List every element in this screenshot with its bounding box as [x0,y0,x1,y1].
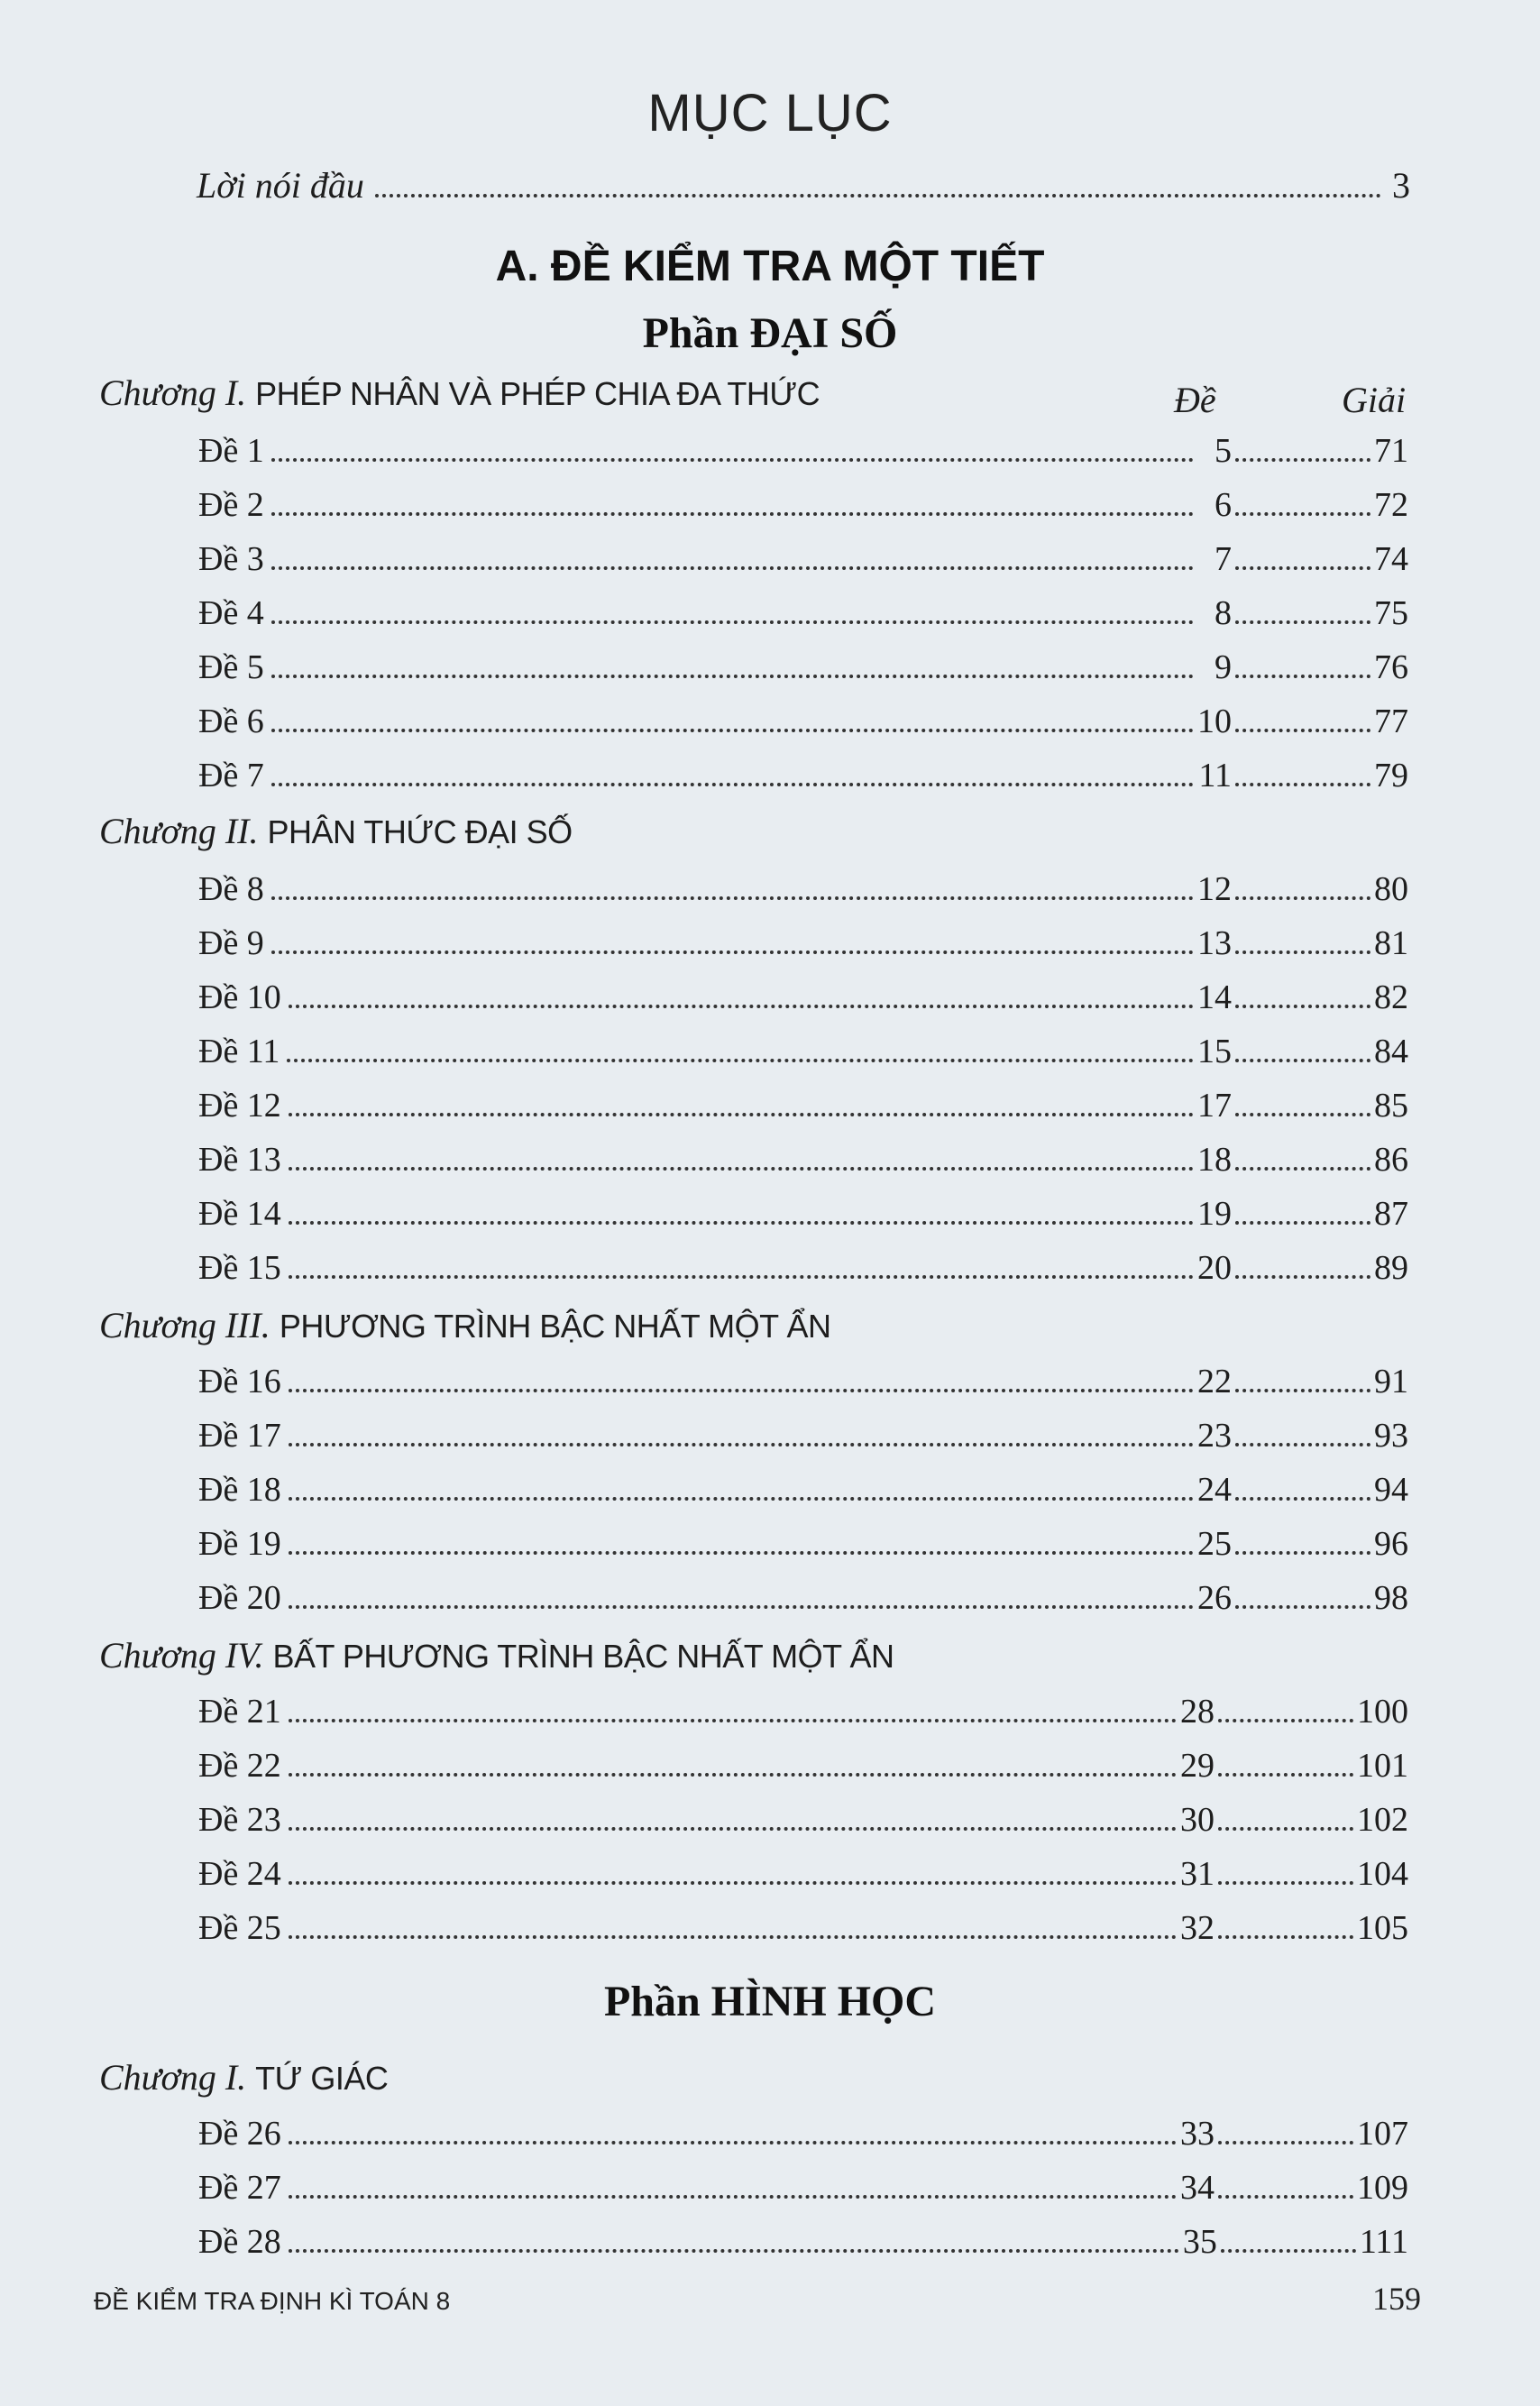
entry-label: Đề 19 [198,1525,281,1563]
entry-giai-page: 75 [1374,594,1408,632]
dot-leader [1235,1113,1370,1116]
chapter-label: Chương III. [99,1305,270,1345]
dot-leader [271,458,1194,462]
entry-giai-page: 89 [1374,1249,1408,1287]
entry-giai-page: 93 [1374,1417,1408,1455]
entry-giai-page: 96 [1374,1525,1408,1563]
entry-de-page: 29 [1180,1747,1215,1785]
dot-leader [289,2249,1179,2253]
entry-label: Đề 12 [198,1087,281,1125]
dot-leader [289,1881,1177,1885]
entry-giai-page: 100 [1357,1693,1408,1731]
entry-label: Đề 7 [198,757,264,794]
toc-entry [198,702,1408,747]
dot-leader [375,194,1381,197]
entry-giai-page: 86 [1374,1141,1408,1179]
dot-leader [271,620,1194,624]
entry-label: Đề 25 [198,1909,281,1947]
dot-leader [289,1389,1194,1392]
chapter-name: PHÉP NHÂN VÀ PHÉP CHIA ĐA THỨC [255,375,820,412]
toc-entry [198,1800,1408,1845]
entry-de-page: 11 [1198,757,1232,794]
entry-label: Đề 13 [198,1141,281,1179]
dot-leader [1235,896,1370,900]
intro-label: Lời nói đầu [197,165,364,206]
toc-entry [198,978,1408,1023]
chapter-name: BẤT PHƯƠNG TRÌNH BẬC NHẤT MỘT ẨN [272,1638,894,1675]
toc-entry [198,1032,1408,1077]
entry-giai-page: 84 [1374,1033,1408,1070]
entry-label: Đề 2 [198,486,264,524]
dot-leader [1235,1167,1370,1171]
chapter-heading [99,1304,831,1346]
dot-leader [289,1443,1194,1446]
entry-giai-page: 82 [1374,978,1408,1016]
dot-leader [1235,1497,1370,1501]
chapter-label: Chương IV. [99,1635,264,1676]
entry-de-page: 8 [1215,594,1232,632]
dot-leader [1235,512,1370,516]
entry-label: Đề 16 [198,1363,281,1400]
dot-leader [1218,1935,1353,1939]
entry-giai-page: 79 [1374,757,1408,794]
footer-page-number: 159 [1372,2281,1421,2317]
entry-de-page: 17 [1197,1087,1232,1125]
entry-label: Đề 26 [198,2115,281,2153]
dot-leader [289,1719,1177,1722]
entry-giai-page: 98 [1374,1579,1408,1617]
footer-book-title: ĐỀ KIỂM TRA ĐỊNH KÌ TOÁN 8 [94,2287,451,2315]
entry-de-page: 32 [1180,1909,1215,1947]
chapter-name: TỨ GIÁC [255,2060,389,2097]
dot-leader [1235,1275,1370,1279]
toc-entry [198,1086,1408,1131]
entry-de-page: 35 [1182,2223,1217,2261]
dot-leader [289,1551,1194,1555]
entry-giai-page: 76 [1374,648,1408,686]
dot-leader [289,1113,1194,1116]
dot-leader [1235,458,1370,462]
entry-de-page: 5 [1215,432,1232,470]
dot-leader [289,1605,1194,1609]
part-heading-algebra [0,308,1540,358]
toc-entry [198,2222,1408,2267]
entry-de-page: 30 [1180,1801,1215,1839]
entry-giai-page: 107 [1357,2115,1408,2153]
dot-leader [289,1827,1177,1831]
chapter-name: PHƯƠNG TRÌNH BẬC NHẤT MỘT ẨN [279,1308,831,1345]
entry-label: Đề 10 [198,978,281,1016]
entry-giai-page: 111 [1359,2223,1408,2261]
dot-leader [287,1059,1194,1062]
entry-giai-page: 87 [1374,1195,1408,1233]
toc-entry [198,1416,1408,1461]
toc-entry [198,1908,1408,1953]
entry-de-page: 19 [1197,1195,1232,1233]
chapter-label: Chương I. [99,2057,247,2098]
dot-leader [1218,2141,1353,2144]
dot-leader [1221,2249,1356,2253]
toc-entry [198,923,1408,969]
dot-leader [1235,675,1370,678]
dot-leader [271,512,1194,516]
entry-de-page: 23 [1197,1417,1232,1455]
dot-leader [271,896,1194,900]
entry-label: Đề 23 [198,1801,281,1839]
entry-label: Đề 14 [198,1195,281,1233]
dot-leader [289,1275,1194,1279]
entry-de-page: 26 [1197,1579,1232,1617]
entry-label: Đề 5 [198,648,264,686]
toc-entry [198,431,1408,476]
entry-de-page: 18 [1197,1141,1232,1179]
dot-leader [1235,1551,1370,1555]
chapter-name: PHÂN THỨC ĐẠI SỐ [267,813,573,850]
entry-de-page: 6 [1215,486,1232,524]
entry-de-page: 9 [1215,648,1232,686]
dot-leader [1235,1605,1370,1609]
toc-entry [198,1140,1408,1185]
part-heading-geometry [0,1977,1540,2026]
entry-giai-page: 109 [1357,2169,1408,2207]
part-name: HÌNH HỌC [710,1978,937,2025]
toc-entry [198,647,1408,693]
entry-de-page: 13 [1197,924,1232,962]
chapter-heading [99,1634,894,1676]
toc-entry [198,1692,1408,1737]
section-heading-a: A. ĐỀ KIỂM TRA MỘT TIẾT [495,243,1045,290]
entry-de-page: 14 [1197,978,1232,1016]
chapter-heading [99,372,820,414]
dot-leader [1235,783,1370,786]
dot-leader [1235,566,1370,570]
entry-giai-page: 72 [1374,486,1408,524]
entry-label: Đề 27 [198,2169,281,2207]
dot-leader [271,675,1194,678]
entry-giai-page: 71 [1374,432,1408,470]
dot-leader [271,950,1194,954]
toc-entry [198,756,1408,801]
entry-de-page: 22 [1197,1363,1232,1400]
dot-leader [289,1773,1177,1777]
entry-giai-page: 81 [1374,924,1408,962]
dot-leader [1235,950,1370,954]
entry-label: Đề 6 [198,703,264,740]
entry-de-page: 25 [1197,1525,1232,1563]
entry-giai-page: 77 [1374,703,1408,740]
dot-leader [1218,1719,1353,1722]
dot-leader [1218,2195,1353,2199]
entry-giai-page: 102 [1357,1801,1408,1839]
column-header-de: Đề [1174,380,1216,420]
entry-de-page: 7 [1215,540,1232,578]
toc-entry [198,1524,1408,1569]
dot-leader [289,2195,1177,2199]
chapter-label: Chương I. [99,372,247,413]
entry-de-page: 20 [1197,1249,1232,1287]
entry-label: Đề 22 [198,1747,281,1785]
dot-leader [1235,1443,1370,1446]
column-header-giai: Giải [1342,380,1407,420]
dot-leader [289,1497,1194,1501]
toc-entry [198,1248,1408,1293]
chapter-heading [99,2056,388,2098]
intro-page: 3 [1392,165,1410,206]
part-name: ĐẠI SỐ [749,309,898,357]
dot-leader [1218,1881,1353,1885]
toc-entry-intro [197,164,1410,207]
toc-entry [198,1854,1408,1899]
entry-label: Đề 3 [198,540,264,578]
dot-leader [289,1005,1194,1008]
toc-entry [198,1578,1408,1623]
toc-entry [198,1470,1408,1515]
entry-label: Đề 24 [198,1855,281,1893]
dot-leader [271,729,1194,732]
entry-giai-page: 104 [1357,1855,1408,1893]
entry-giai-page: 105 [1357,1909,1408,1947]
entry-de-page: 31 [1180,1855,1215,1893]
toc-entry [198,2114,1408,2159]
toc-entry [198,869,1408,914]
dot-leader [271,566,1194,570]
entry-giai-page: 80 [1374,870,1408,908]
entry-label: Đề 21 [198,1693,281,1731]
dot-leader [1235,1221,1370,1225]
dot-leader [1235,1059,1370,1062]
toc-entry [198,2168,1408,2213]
chapter-heading [99,810,573,852]
entry-label: Đề 28 [198,2223,281,2261]
part-prefix: Phần [603,1978,701,2025]
toc-entry [198,1362,1408,1407]
entry-de-page: 12 [1197,870,1232,908]
toc-entry [198,539,1408,584]
dot-leader [289,2141,1177,2144]
entry-label: Đề 18 [198,1471,281,1509]
entry-giai-page: 74 [1374,540,1408,578]
toc-entry [198,593,1408,638]
entry-de-page: 33 [1180,2115,1215,2153]
dot-leader [1235,620,1370,624]
dot-leader [1218,1773,1353,1777]
toc-entry [198,1746,1408,1791]
entry-giai-page: 91 [1374,1363,1408,1400]
entry-label: Đề 15 [198,1249,281,1287]
entry-de-page: 24 [1197,1471,1232,1509]
entry-de-page: 34 [1180,2169,1215,2207]
toc-entry [198,485,1408,530]
toc-entry [198,1194,1408,1239]
entry-label: Đề 11 [198,1033,280,1070]
dot-leader [1235,1389,1370,1392]
entry-giai-page: 94 [1374,1471,1408,1509]
entry-de-page: 10 [1197,703,1232,740]
dot-leader [1235,729,1370,732]
entry-label: Đề 20 [198,1579,281,1617]
dot-leader [289,1167,1194,1171]
entry-de-page: 15 [1197,1033,1232,1070]
entry-label: Đề 1 [198,432,264,470]
dot-leader [289,1935,1177,1939]
entry-de-page: 28 [1180,1693,1215,1731]
entry-label: Đề 8 [198,870,264,908]
entry-giai-page: 85 [1374,1087,1408,1125]
dot-leader [289,1221,1194,1225]
entry-label: Đề 4 [198,594,264,632]
entry-giai-page: 101 [1357,1747,1408,1785]
entry-label: Đề 9 [198,924,264,962]
dot-leader [1218,1827,1353,1831]
page-title: MỤC LỤC [647,84,893,142]
entry-label: Đề 17 [198,1417,281,1455]
dot-leader [271,783,1194,786]
chapter-label: Chương II. [99,811,259,851]
dot-leader [1235,1005,1370,1008]
part-prefix: Phần [642,309,739,357]
